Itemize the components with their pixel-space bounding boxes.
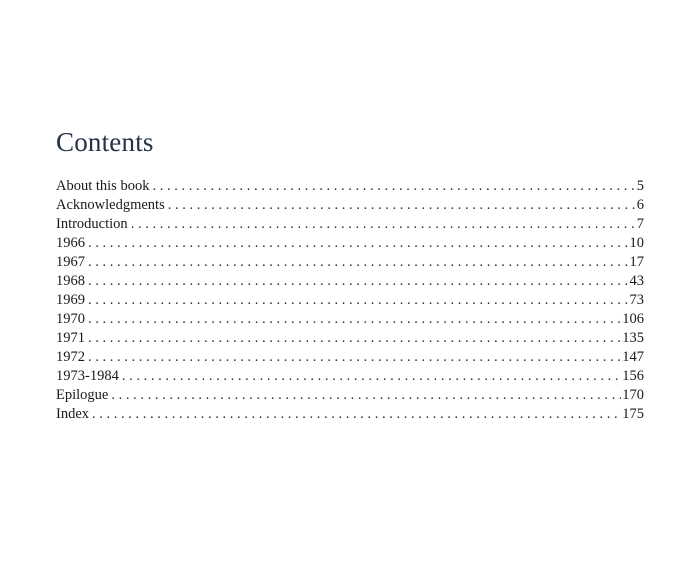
toc-entry-page: 17 xyxy=(629,254,644,270)
toc-entry[interactable] xyxy=(56,253,644,272)
toc-entry[interactable] xyxy=(56,177,644,196)
toc-entry-page: 7 xyxy=(636,216,644,232)
toc-entry-page: 43 xyxy=(629,273,644,289)
toc-entry-label: Acknowledgments xyxy=(56,197,165,213)
dot-leader xyxy=(168,196,636,215)
toc-entry-label: 1972 xyxy=(56,349,85,365)
dot-leader xyxy=(152,177,635,196)
toc-entry-page: 73 xyxy=(629,292,644,308)
dot-leader xyxy=(122,367,621,386)
toc-entry-label: 1969 xyxy=(56,292,85,308)
toc-entry[interactable] xyxy=(56,348,644,367)
toc-entry-page: 156 xyxy=(622,368,644,384)
toc-entry[interactable] xyxy=(56,329,644,348)
toc-entry-label: Introduction xyxy=(56,216,128,232)
dot-leader xyxy=(88,291,629,310)
toc-entry-page: 135 xyxy=(622,330,644,346)
toc-entry-label: 1973-1984 xyxy=(56,368,119,384)
dot-leader xyxy=(88,348,621,367)
toc-entry-label: 1967 xyxy=(56,254,85,270)
toc-entry-page: 170 xyxy=(622,387,644,403)
toc-entry[interactable] xyxy=(56,386,644,405)
toc-entry-label: 1966 xyxy=(56,235,85,251)
table-of-contents xyxy=(56,177,644,424)
toc-entry[interactable] xyxy=(56,367,644,386)
toc-entry-page: 10 xyxy=(629,235,644,251)
toc-entry-label: About this book xyxy=(56,178,150,194)
dot-leader xyxy=(111,386,621,405)
dot-leader xyxy=(88,253,629,272)
dot-leader xyxy=(88,234,629,253)
toc-entry-label: Index xyxy=(56,406,90,422)
toc-entry[interactable] xyxy=(56,291,644,310)
dot-leader xyxy=(88,329,621,348)
toc-entry-label: 1971 xyxy=(56,330,85,346)
dot-leader xyxy=(88,310,621,329)
toc-entry-label: 1970 xyxy=(56,311,85,327)
toc-entry[interactable] xyxy=(56,215,644,234)
toc-entry[interactable] xyxy=(56,405,644,424)
toc-entry-label: Epilogue xyxy=(56,387,109,403)
toc-entry-page: 147 xyxy=(622,349,644,365)
dot-leader xyxy=(92,405,621,424)
toc-entry[interactable] xyxy=(56,310,644,329)
toc-entry[interactable] xyxy=(56,196,644,215)
toc-entry[interactable] xyxy=(56,272,644,291)
toc-entry-page: 106 xyxy=(622,311,644,327)
toc-entry-page: 5 xyxy=(636,178,644,194)
toc-entry-page: 175 xyxy=(622,406,644,422)
toc-entry[interactable] xyxy=(56,234,644,253)
contents-page xyxy=(56,122,644,424)
toc-entry-page: 6 xyxy=(636,197,644,213)
page-title: Contents xyxy=(56,127,154,157)
toc-entry-label: 1968 xyxy=(56,273,85,289)
dot-leader xyxy=(88,272,629,291)
dot-leader xyxy=(131,215,636,234)
